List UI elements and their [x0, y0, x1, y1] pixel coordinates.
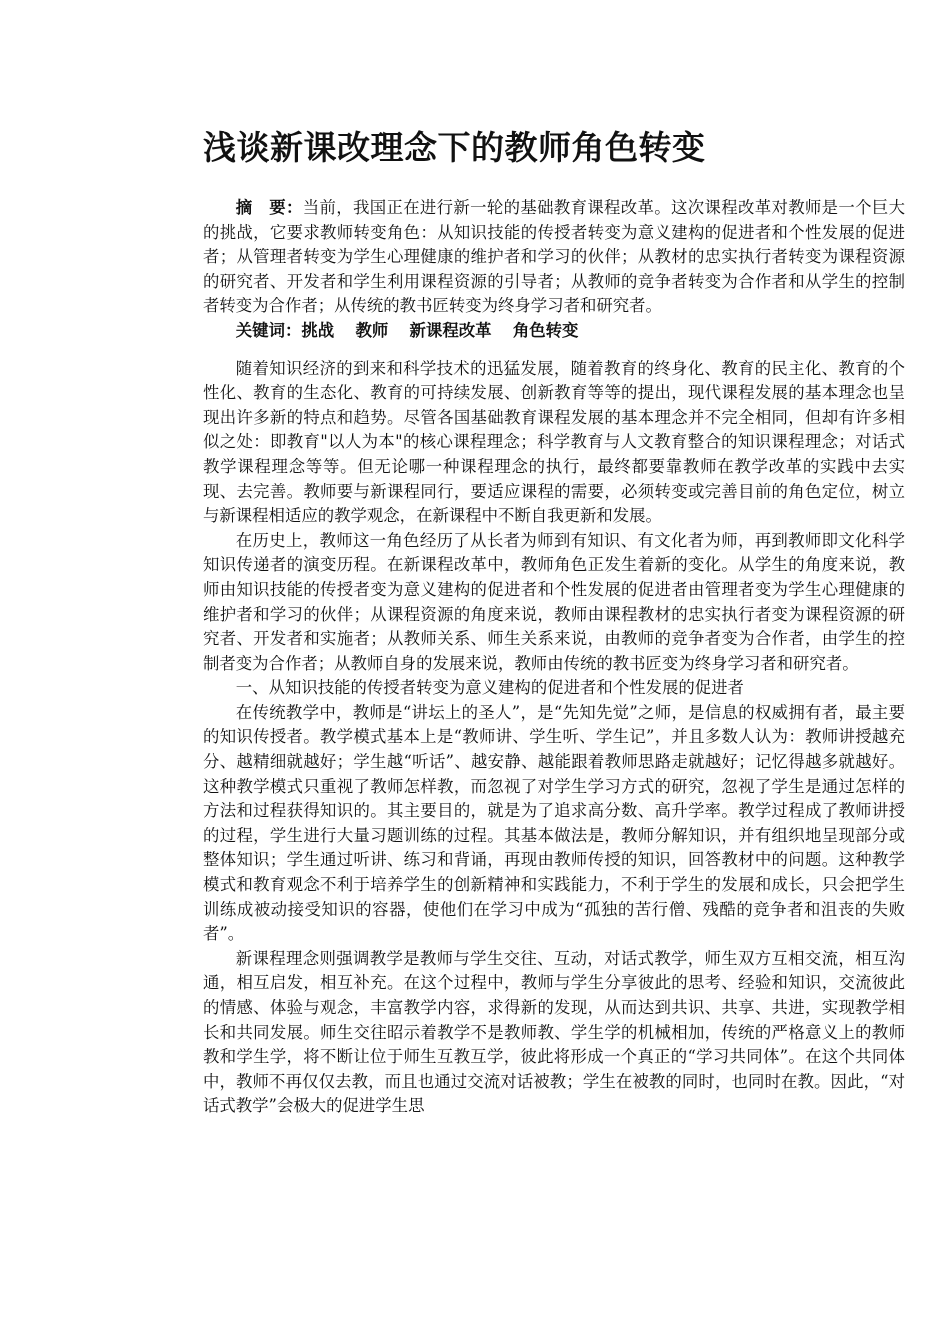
keywords-label: 关键词： [235, 320, 302, 340]
keyword: 挑战 [301, 320, 335, 340]
body-paragraph: 新课程理念则强调教学是教师与学生交往、互动，对话式教学，师生双方互相交流，相互沟通，相互启发，相互补充。在这个过程中，教师与学生分享彼此的思考、经验和知识，交流彼此的情感、体验与观念，丰富教学内容，求得新的发现，从而达到共识、共享、共进，实现教学相长和共同发展。师生交往昭示着教学不是教师教、学生学的机械相加，传统的严格意义上的教师教和学生学，将不断让位于师生互教互学，彼此将形成一个真正的“学习共同体”。在这个共同体中，教师不再仅仅去教，而且也通过交流对话被教；学生在被教的同时，也同时在教。因此，“对话式教学”会极大的促进学生思 [203, 948, 905, 1116]
body-paragraph: 随着知识经济的到来和科学技术的迅猛发展，随着教育的终身化、教育的民主化、教育的个性化、教育的生态化、教育的可持续发展、创新教育等等的提出，现代课程发展的基本理念也呈现出许多新的特点和趋势。尽管各国基础教育课程发展的基本理念并不完全相同，但却有许多相似之处：即教育"以人为本"的核心课程理念；科学教育与人文教育整合的知识课程理念；对话式教学课程理念等等。但无论哪一种课程理念的执行，最终都要靠教师在教学改革的实践中去实现、去完善。教师要与新课程同行，要适应课程的需要，必须转变或完善目前的角色定位，树立与新课程相适应的教学观念，在新课程中不断自我更新和发展。 [203, 358, 905, 526]
keyword: 教师 [355, 320, 389, 340]
document-title: 浅谈新课改理念下的教师角色转变 [203, 128, 706, 167]
keyword: 角色转变 [512, 320, 579, 340]
body-paragraph: 在传统教学中，教师是“讲坛上的圣人”，是“先知先觉”之师，是信息的权威拥有者，最主要的知识传授者。教学模式基本上是“教师讲、学生听、学生记”，并且多数人认为：教师讲授越充分、越精细就越好；学生越“听话”、越安静、越能跟着教师思路走就越好；记忆得越多就越好。这种教学模式只重视了教师怎样教，而忽视了对学生学习方式的研究，忽视了学生是通过怎样的方法和过程获得知识的。其主要目的，就是为了追求高分数、高升学率。教学过程成了教师讲授的过程，学生进行大量习题训练的过程。其基本做法是，教师分解知识，并有组织地呈现部分或整体知识；学生通过听讲、练习和背诵，再现由教师传授的知识，回答教材中的问题。这种教学模式和教育观念不利于培养学生的创新精神和实践能力，不利于学生的发展和成长，只会把学生训练成被动接受知识的容器，使他们在学习中成为“孤独的苦行僧、残酷的竞争者和沮丧的失败者”。 [203, 702, 905, 944]
body-paragraph: 在历史上，教师这一角色经历了从长者为师到有知识、有文化者为师，再到教师即文化科学知识传递者的演变历程。在新课程改革中，教师角色正发生着新的变化。从学生的角度来说，教师由知识技能的传授者变为意义建构的促进者和个性发展的促进者由管理者变为学生心理健康的维护者和学习的伙伴；从课程资源的角度来说，教师由课程教材的忠实执行者变为课程资源的研究者、开发者和实施者；从教师关系、师生关系来说，由教师的竞争者变为合作者，由学生的控制者变为合作者；从教师自身的发展来说，教师由传统的教书匠变为终身学习者和研究者。 [203, 530, 905, 673]
document-body [203, 196, 905, 1119]
keywords [203, 319, 905, 344]
keyword: 新课程改革 [409, 320, 492, 340]
abstract [203, 196, 905, 319]
section-heading: 一、从知识技能的传授者转变为意义建构的促进者和个性发展的促进者 [235, 678, 744, 698]
abstract-label: 摘 要： [235, 198, 303, 217]
abstract-text: 当前，我国正在进行新一轮的基础教育课程改革。这次课程改革对教师是一个巨大的挑战，它要求教师转变角色：从知识技能的传授者转变为意义建构的促进者和个性发展的促进者；从管理者转变为学生心理健康的维护者和学习的伙伴；从教材的忠实执行者转变为课程资源的研究者、开发者和学生利用课程资源的引导者；从教师的竞争者转变为合作者和从学生的控制者转变为合作者；从传统的教书匠转变为终身学习者和研究者。 [203, 198, 906, 316]
